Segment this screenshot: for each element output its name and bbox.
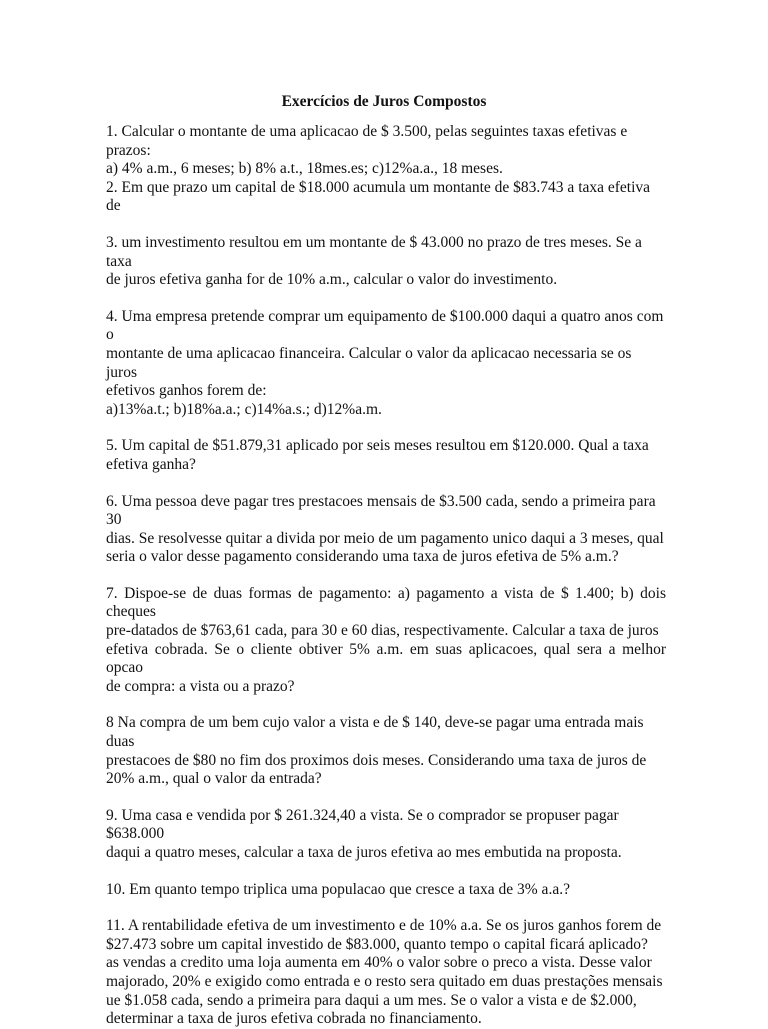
exercise-10: 10. Em quanto tempo triplica uma populacao que cresce a taxa de 3% a.a.? — [106, 880, 570, 898]
exercise-8: 8 Na compra de um bem cujo valor a vista e de $ 140, deve-se pagar uma entrada mais duas prestacoes de $80 no fim dos proximos dois meses. Considerando uma taxa de juros de 20% a.m., qual o valor da entrada? — [106, 714, 647, 788]
exercise-4: 4. Uma empresa pretende comprar um equipamento de $100.000 daqui a quatro anos com o montante de uma aplicacao financeira. Calcular o valor da aplicacao necessaria se os juros efetivos ganhos forem de: a)13%a.t.; b)18%a.a.; c)14%a.s.; d)12%a.m. — [106, 307, 664, 418]
exercise-6: 6. Uma pessoa deve pagar tres prestacoes mensais de $3.500 cada, sendo a primeira para 30 dias. Se resolvesse quitar a divida por meio de um pagamento unico daqui a 3 meses, qual seria o valor desse pagamento considerando uma taxa de juros efetiva de 5% a.m.? — [106, 492, 664, 566]
document-title: Exercícios de Juros Compostos — [281, 93, 487, 110]
exercise-3: 3. um investimento resultou em um montante de $ 43.000 no prazo de tres meses. Se a taxa de juros efetiva ganha for de 10% a.m., calcular o valor do investimento. — [106, 233, 642, 289]
exercise-list — [106, 123, 666, 1029]
exercise-7: 7. Dispoe-se de duas formas de pagamento: a) pagamento a vista de $ 1.400; b) dois cheques pre-datados de $763,61 cada, para 30 e 60 dias, respectivamente. Calcular a taxa de juros efetiva cobrada. Se o cliente obtiver 5% a.m. em suas aplicacoes, qual sera a melhor opcao de compra: a vista ou a prazo? — [106, 584, 666, 695]
exercise-1: 1. Calcular o montante de uma aplicacao de $ 3.500, pelas seguintes taxas efetivas e prazos: a) 4% a.m., 6 meses; b) 8% a.t., 18mes.es; c)12%a.a., 18 meses. — [106, 123, 628, 178]
exercise-11: 11. A rentabilidade efetiva de um investimento e de 10% a.a. Se os juros ganhos forem de $27.473 sobre um capital investido de $83.000, quanto tempo o capital ficará aplicado? as vendas a credito uma loja aumenta em 40% o valor sobre o preco a vista. Desse valor majorado, 20% e exigido como entrada e o resto sera quitado em duas prestações mensais ue $1.058 cada, sendo a primeira para daqui a um mes. Se o valor a vista e de $2.000, determinar a taxa de juros efetiva cobrada no financiamento. — [106, 917, 663, 1028]
exercise-5: 5. Um capital de $51.879,31 aplicado por seis meses resultou em $120.000. Qual a taxa efetiva ganha? — [106, 437, 649, 473]
exercise-9: 9. Uma casa e vendida por $ 261.324,40 a vista. Se o comprador se propuser pagar $638.000 daqui a quatro meses, calcular a taxa de juros efetiva ao mes embutida na proposta. — [106, 806, 622, 861]
exercise-2: 2. Em que prazo um capital de $18.000 acumula um montante de $83.743 a taxa efetiva de — [106, 178, 651, 215]
